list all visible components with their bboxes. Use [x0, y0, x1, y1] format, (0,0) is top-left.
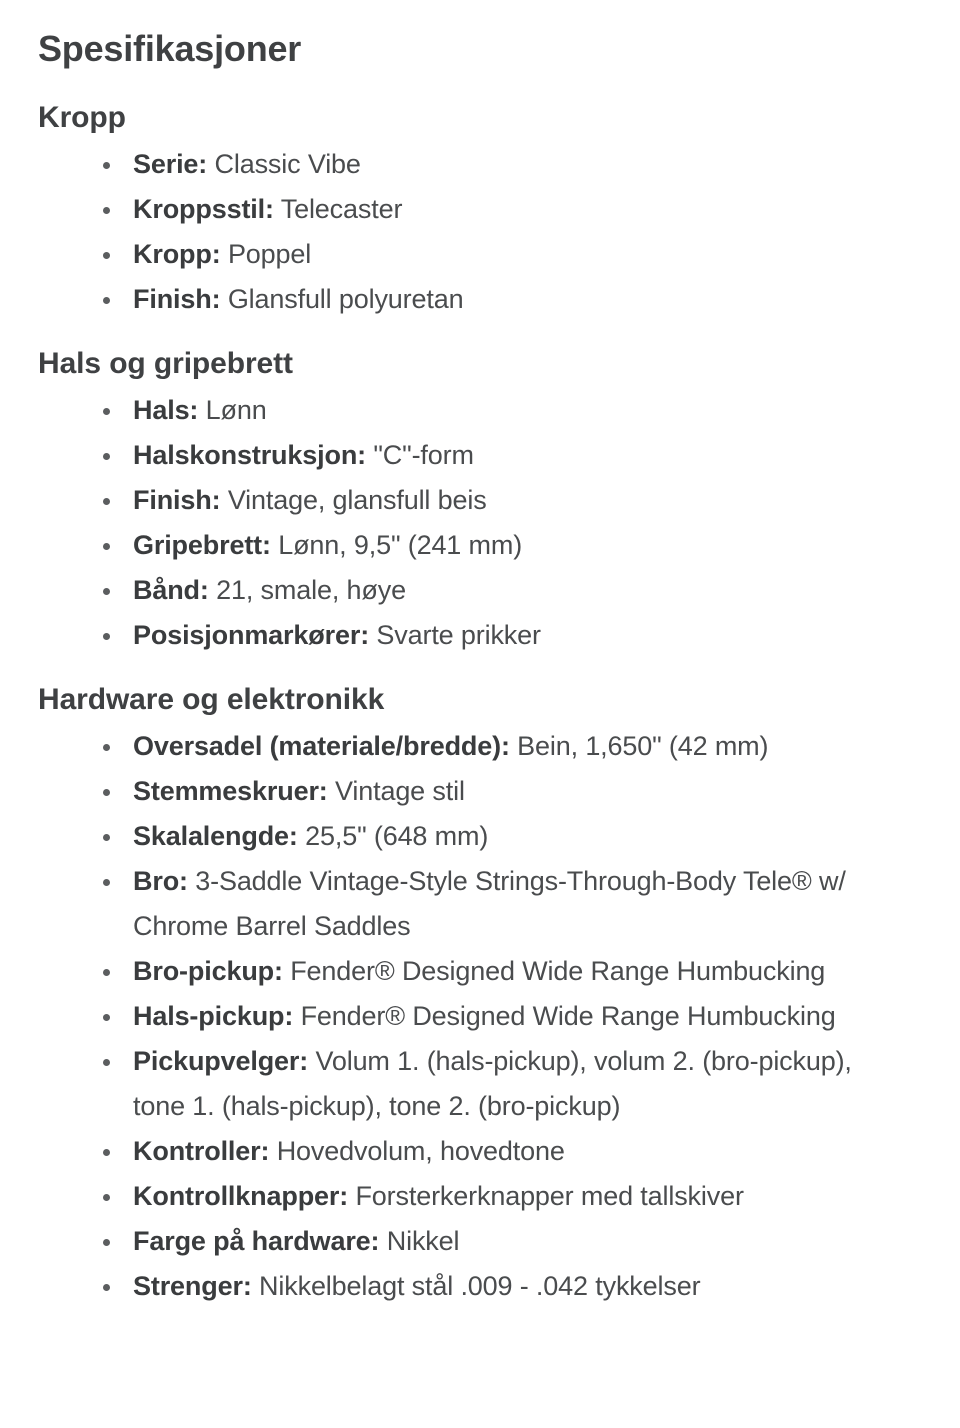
spec-label: Oversadel (materiale/bredde): [133, 731, 510, 762]
spec-list-item [38, 478, 896, 523]
spec-list-item [38, 814, 896, 859]
spec-label: Gripebrett: [133, 530, 271, 561]
spec-label: Finish: [133, 284, 221, 315]
spec-list-item [38, 388, 896, 433]
spec-label: Posisjonmarkører: [133, 620, 370, 651]
spec-list-item [38, 949, 896, 994]
spec-list-item [38, 1129, 896, 1174]
spec-value: Classic Vibe [214, 149, 361, 180]
spec-value: Nikkelbelagt stål .009 - .042 tykkelser [259, 1271, 701, 1302]
spec-list-item [38, 724, 896, 769]
spec-label: Bånd: [133, 575, 209, 606]
spec-list-item [38, 433, 896, 478]
spec-label: Farge på hardware: [133, 1226, 380, 1257]
spec-list [38, 142, 896, 322]
spec-section [38, 346, 896, 658]
spec-list-item [38, 613, 896, 658]
spec-label: Skalalengde: [133, 821, 298, 852]
spec-value: Hovedvolum, hovedtone [276, 1136, 565, 1167]
spec-section [38, 682, 896, 1309]
spec-value: Bein, 1,650" (42 mm) [517, 731, 769, 762]
page-title: Spesifikasjoner [38, 28, 302, 69]
spec-section [38, 100, 896, 322]
spec-value: 25,5" (648 mm) [305, 821, 489, 852]
spec-label: Strenger: [133, 1271, 252, 1302]
spec-label: Finish: [133, 485, 221, 516]
spec-list-item [38, 232, 896, 277]
spec-label: Kroppsstil: [133, 194, 274, 225]
spec-label: Pickupvelger: [133, 1046, 309, 1077]
section-heading: Kropp [38, 101, 126, 135]
section-heading: Hals og gripebrett [38, 347, 293, 381]
spec-value: Glansfull polyuretan [227, 284, 464, 315]
spec-list-item [38, 523, 896, 568]
spec-list-item [38, 859, 896, 949]
spec-list-item [38, 994, 896, 1039]
spec-value: Fender® Designed Wide Range Humbucking [300, 1001, 836, 1032]
spec-label: Serie: [133, 149, 208, 180]
specification-sections [38, 100, 896, 1309]
spec-value: Nikkel [386, 1226, 460, 1257]
spec-list-item [38, 1219, 896, 1264]
spec-list-item [38, 142, 896, 187]
spec-value: Vintage, glansfull beis [227, 485, 487, 516]
spec-value: Forsterkerknapper med tallskiver [355, 1181, 744, 1212]
spec-label: Bro-pickup: [133, 956, 283, 987]
spec-list-item [38, 277, 896, 322]
spec-value: Poppel [227, 239, 312, 270]
spec-label: Bro: [133, 866, 188, 897]
spec-value: Volum 1. (hals-pickup), volum 2. (bro-pickup), tone 1. (hals-pickup), tone 2. (bro-pickup) [133, 1046, 852, 1122]
spec-value: Lønn, 9,5" (241 mm) [278, 530, 523, 561]
spec-list-item [38, 1039, 896, 1129]
spec-list-item [38, 1174, 896, 1219]
spec-list-item [38, 568, 896, 613]
spec-value: Fender® Designed Wide Range Humbucking [290, 956, 826, 987]
section-heading: Hardware og elektronikk [38, 683, 385, 717]
spec-label: Halskonstruksjon: [133, 440, 367, 471]
spec-list [38, 388, 896, 658]
spec-label: Kontroller: [133, 1136, 270, 1167]
spec-value: Svarte prikker [376, 620, 541, 651]
spec-list-item [38, 1264, 896, 1309]
spec-label: Kropp: [133, 239, 221, 270]
spec-list-item [38, 187, 896, 232]
spec-list [38, 724, 896, 1309]
spec-value: Vintage stil [335, 776, 465, 807]
spec-label: Hals-pickup: [133, 1001, 294, 1032]
spec-value: 21, smale, høye [216, 575, 406, 606]
spec-list-item [38, 769, 896, 814]
spec-label: Stemmeskruer: [133, 776, 328, 807]
spec-value: 3-Saddle Vintage-Style Strings-Through-Body Tele® w/ Chrome Barrel Saddles [133, 866, 846, 942]
spec-label: Hals: [133, 395, 199, 426]
spec-label: Kontrollknapper: [133, 1181, 349, 1212]
spec-value: Telecaster [280, 194, 403, 225]
spec-value: "C"-form [373, 440, 474, 471]
spec-value: Lønn [205, 395, 267, 426]
